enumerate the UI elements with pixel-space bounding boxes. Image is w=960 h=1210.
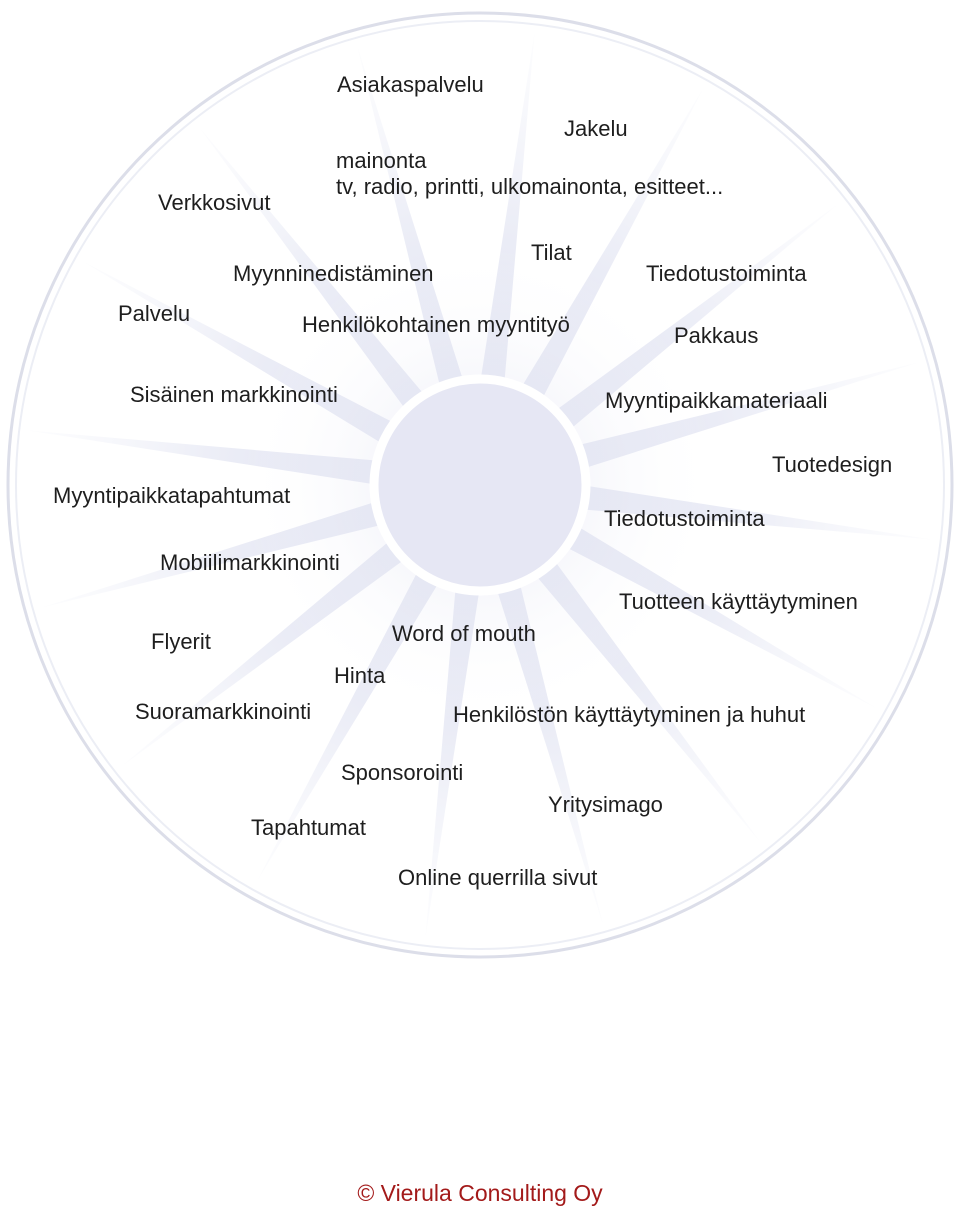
term-jakelu: Jakelu bbox=[564, 116, 628, 141]
term-suoramarkkinointi: Suoramarkkinointi bbox=[135, 699, 312, 724]
term-mainonta-sub: tv, radio, printti, ulkomainonta, esitteet... bbox=[336, 174, 724, 199]
term-tilat: Tilat bbox=[531, 240, 572, 265]
term-palvelu: Palvelu bbox=[118, 301, 191, 326]
term-mainonta: mainonta bbox=[336, 148, 427, 173]
term-tuotedesign: Tuotedesign bbox=[772, 452, 893, 477]
term-sponsorointi: Sponsorointi bbox=[341, 760, 464, 785]
term-mobiili: Mobiilimarkkinointi bbox=[160, 550, 340, 575]
term-myyntipaikkamateriaali: Myyntipaikkamateriaali bbox=[605, 388, 828, 413]
term-myyntipaikkatapahtumat: Myyntipaikkatapahtumat bbox=[53, 483, 291, 508]
term-hinta: Hinta bbox=[334, 663, 386, 688]
term-myynninedistaminen: Myynninedistäminen bbox=[233, 261, 434, 286]
copyright-notice: © Vierula Consulting Oy bbox=[357, 1180, 603, 1206]
term-tuotteen: Tuotteen käyttäytyminen bbox=[619, 589, 858, 614]
term-tiedotustoiminta-2: Tiedotustoiminta bbox=[604, 506, 765, 531]
center-circle bbox=[374, 379, 586, 591]
term-flyerit: Flyerit bbox=[151, 629, 211, 654]
term-sisainen: Sisäinen markkinointi bbox=[130, 382, 338, 407]
term-henkilokohtainen: Henkilökohtainen myyntityö bbox=[302, 312, 570, 337]
term-word-of-mouth: Word of mouth bbox=[392, 621, 536, 646]
term-tiedotustoiminta-1: Tiedotustoiminta bbox=[646, 261, 807, 286]
term-asiakaspalvelu: Asiakaspalvelu bbox=[337, 72, 484, 97]
term-verkkosivut: Verkkosivut bbox=[158, 190, 271, 215]
term-online: Online querrilla sivut bbox=[398, 865, 598, 890]
term-tapahtumat: Tapahtumat bbox=[251, 815, 366, 840]
term-yritysimago: Yritysimago bbox=[548, 792, 663, 817]
term-pakkaus: Pakkaus bbox=[674, 323, 759, 348]
term-henkiloston: Henkilöstön käyttäytyminen ja huhut bbox=[453, 702, 806, 727]
